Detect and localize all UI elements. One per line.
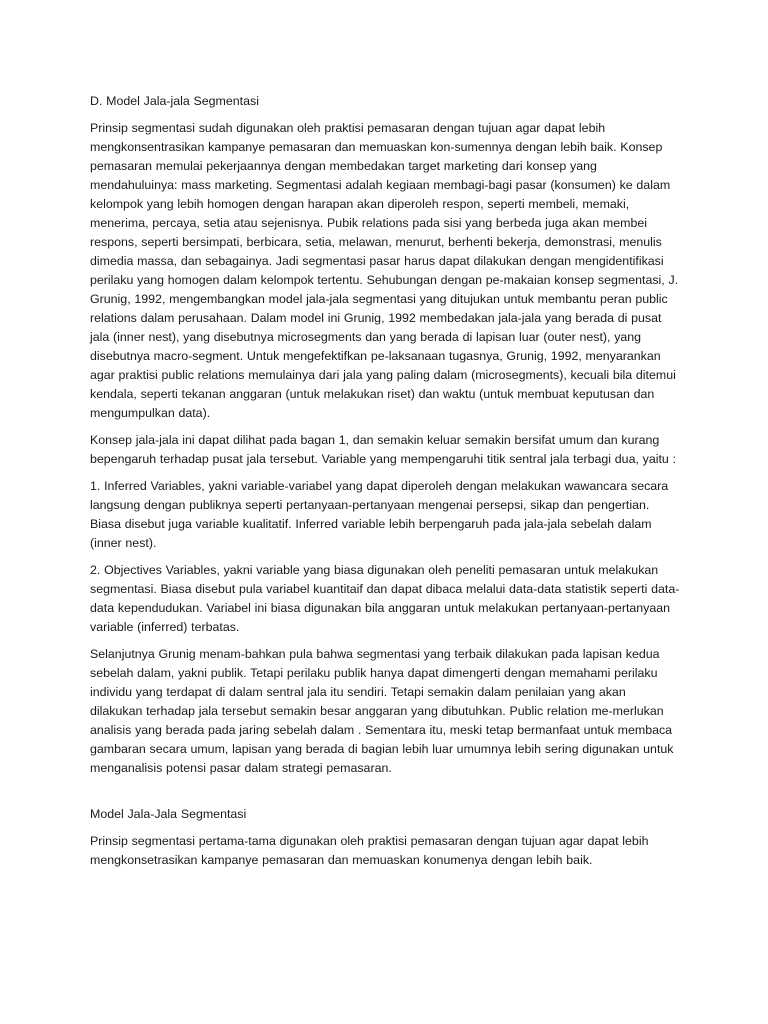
body-paragraph: Prinsip segmentasi sudah digunakan oleh praktisi pemasaran dengan tujuan agar dapat lebih mengkonsentrasikan kampanye pemasaran dan memuaskan kon-sumennya dengan lebih baik. Konsep pemasaran memulai pekerjaannya dengan membedakan target marketing dari konsep yang mendahuluinya: mass marketing. Segmentasi adalah kegiaan membagi-bagi pasar (konsumen) ke dalam kelompok yang lebih homogen dengan harapan akan diperoleh respon, seperti membeli, memaki, menerima, percaya, setia atau sejenisnya. Pubik relations pada sisi yang berbeda juga akan membei respons, seperti bersimpati, berbicara, setia, melawan, menurut, berhenti bekerja, demonstrasi, menulis dimedia massa, dan sebagainya. Jadi segmentasi pasar harus dapat dilakukan dengan mengidentifikasi perilaku yang homogen dalam kelompok tertentu. Sehubungan dengan pe-makaian konsep segmentasi, J. Grunig, 1992, mengembangkan model jala-jala segmentasi yang ditujukan untuk membantu peran public relations dalam perusahaan. Dalam model ini Grunig, 1992 membedakan jala-jala yang berada di pusat jala (inner nest), yang disebutnya microsegments dan yang berada di lapisan luar (outer nest), yang disebutnya macro-segment. Untuk mengefektifkan pe-laksanaan tugasnya, Grunig, 1992, menyarankan agar praktisi public relations memulainya dari jala yang paling dalam (microsegments), kecuali bila ditemui kendala, seperti tekanan anggaran (untuk melakukan riset) dan waktu (untuk membuat keputusan dan mengumpulkan data). — [90, 121, 679, 420]
list-paragraph: 1. Inferred Variables, yakni variable-variabel yang dapat diperoleh dengan melakukan wawancara secara langsung dengan publiknya seperti pertanyaan-pertanyaan mengenai persepsi, sikap dan pengertian. Biasa disebut juga variable kualitatif. Inferred variable lebih berpengaruh pada jala-jala sebelah dalam (inner nest). — [90, 479, 669, 550]
body-paragraph: Prinsip segmentasi pertama-tama digunakan oleh praktisi pemasaran dengan tujuan agar dapat lebih mengkonsetrasikan kampanye pemasaran dan memuaskan konumenya dengan lebih baik. — [90, 834, 649, 867]
document-body — [90, 92, 680, 878]
body-paragraph: Konsep jala-jala ini dapat dilihat pada bagan 1, dan semakin keluar semakin bersifat umum dan kurang bepengaruh terhadap pusat jala tersebut. Variable yang mempengaruhi titik sentral jala terbagi dua, yaitu : — [90, 433, 677, 466]
section-heading: D. Model Jala-jala Segmentasi — [90, 94, 259, 108]
section-heading: Model Jala-Jala Segmentasi — [90, 807, 247, 821]
body-paragraph: Selanjutnya Grunig menam-bahkan pula bahwa segmentasi yang terbaik dilakukan pada lapisan kedua sebelah dalam, yakni publik. Tetapi perilaku publik hanya dapat dimengerti dengan memahami perilaku individu yang terdapat di dalam sentral jala itu sendiri. Tetapi semakin dalam penilaian yang akan dilakukan terhadap jala tersebut semakin besar anggaran yang dibutuhkan. Public relation me-merlukan analisis yang berada pada jaring sebelah dalam . Sementara itu, meski tetap bermanfaat untuk membaca gambaran secara umum, lapisan yang berada di bagian lebih luar umumnya lebih sering digunakan untuk menganalisis potensi pasar dalam strategi pemasaran. — [90, 647, 674, 775]
blank-line — [90, 786, 680, 805]
list-paragraph: 2. Objectives Variables, yakni variable yang biasa digunakan oleh peneliti pemasaran untuk melakukan segmentasi. Biasa disebut pula variabel kuantitaif dan dapat dibaca melalui data-data statistik seperti data-data kependudukan. Variabel ini biasa digunakan bila anggaran untuk melakukan pertanyaan-pertanyaan variable (inferred) terbatas. — [90, 563, 680, 634]
